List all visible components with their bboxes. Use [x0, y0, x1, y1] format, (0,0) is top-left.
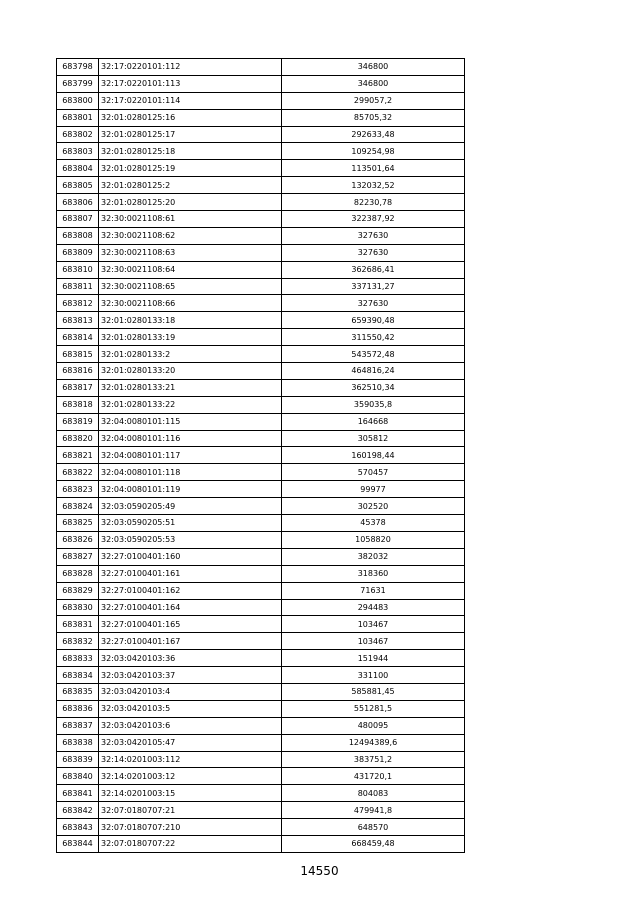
row-number-cell: 683820: [57, 430, 99, 447]
table-row: [57, 464, 465, 481]
row-number-cell: 683837: [57, 717, 99, 734]
value-cell: 103467: [282, 616, 465, 633]
row-number-cell: 683840: [57, 768, 99, 785]
row-number-cell: 683800: [57, 92, 99, 109]
row-number-cell: 683838: [57, 734, 99, 751]
row-number-cell: 683816: [57, 363, 99, 380]
row-number-cell: 683808: [57, 227, 99, 244]
row-number-cell: 683801: [57, 109, 99, 126]
cadastral-number-cell: 32:01:0280125:16: [99, 109, 282, 126]
row-number-cell: 683809: [57, 244, 99, 261]
value-cell: 103467: [282, 633, 465, 650]
row-number-cell: 683818: [57, 396, 99, 413]
table-row: [57, 346, 465, 363]
cadastral-number-cell: 32:30:0021108:62: [99, 227, 282, 244]
value-cell: 305812: [282, 430, 465, 447]
row-number-cell: 683815: [57, 346, 99, 363]
row-number-cell: 683814: [57, 329, 99, 346]
cadastral-number-cell: 32:01:0280133:2: [99, 346, 282, 363]
value-cell: 331100: [282, 667, 465, 684]
row-number-cell: 683832: [57, 633, 99, 650]
cadastral-number-cell: 32:27:0100401:164: [99, 599, 282, 616]
value-cell: 551281,5: [282, 700, 465, 717]
row-number-cell: 683811: [57, 278, 99, 295]
table-row: [57, 413, 465, 430]
row-number-cell: 683807: [57, 211, 99, 228]
table-row: [57, 447, 465, 464]
table-row: [57, 565, 465, 582]
value-cell: 480095: [282, 717, 465, 734]
row-number-cell: 683810: [57, 261, 99, 278]
value-cell: 292633,48: [282, 126, 465, 143]
cadastral-number-cell: 32:17:0220101:112: [99, 59, 282, 76]
value-cell: 659390,48: [282, 312, 465, 329]
value-cell: 12494389,6: [282, 734, 465, 751]
table-row: [57, 109, 465, 126]
value-cell: 327630: [282, 227, 465, 244]
row-number-cell: 683835: [57, 683, 99, 700]
table-row: [57, 430, 465, 447]
row-number-cell: 683841: [57, 785, 99, 802]
table-row: [57, 177, 465, 194]
table-row: [57, 650, 465, 667]
table-row: [57, 92, 465, 109]
table-row: [57, 515, 465, 532]
value-cell: 362510,34: [282, 379, 465, 396]
cadastral-value-table: [56, 58, 465, 853]
value-cell: 85705,32: [282, 109, 465, 126]
cadastral-number-cell: 32:01:0280125:2: [99, 177, 282, 194]
cadastral-number-cell: 32:30:0021108:61: [99, 211, 282, 228]
row-number-cell: 683817: [57, 379, 99, 396]
table-row: [57, 633, 465, 650]
row-number-cell: 683822: [57, 464, 99, 481]
value-cell: 164668: [282, 413, 465, 430]
row-number-cell: 683812: [57, 295, 99, 312]
cadastral-number-cell: 32:03:0590205:49: [99, 498, 282, 515]
table-row: [57, 802, 465, 819]
table-row: [57, 582, 465, 599]
row-number-cell: 683819: [57, 413, 99, 430]
cadastral-number-cell: 32:01:0280125:18: [99, 143, 282, 160]
row-number-cell: 683834: [57, 667, 99, 684]
row-number-cell: 683802: [57, 126, 99, 143]
value-cell: 1058820: [282, 531, 465, 548]
table-row: [57, 717, 465, 734]
row-number-cell: 683842: [57, 802, 99, 819]
cadastral-number-cell: 32:01:0280125:17: [99, 126, 282, 143]
cadastral-number-cell: 32:17:0220101:114: [99, 92, 282, 109]
table-row: [57, 599, 465, 616]
cadastral-number-cell: 32:27:0100401:167: [99, 633, 282, 650]
table-row: [57, 59, 465, 76]
table-row: [57, 498, 465, 515]
cadastral-number-cell: 32:01:0280133:20: [99, 363, 282, 380]
row-number-cell: 683821: [57, 447, 99, 464]
cadastral-number-cell: 32:04:0080101:119: [99, 481, 282, 498]
cadastral-number-cell: 32:14:0201003:112: [99, 751, 282, 768]
table-row: [57, 667, 465, 684]
table-row: [57, 819, 465, 836]
value-cell: 109254,98: [282, 143, 465, 160]
row-number-cell: 683828: [57, 565, 99, 582]
row-number-cell: 683798: [57, 59, 99, 76]
value-cell: 151944: [282, 650, 465, 667]
row-number-cell: 683843: [57, 819, 99, 836]
table-row: [57, 751, 465, 768]
cadastral-number-cell: 32:03:0420103:37: [99, 667, 282, 684]
row-number-cell: 683830: [57, 599, 99, 616]
table-row: [57, 244, 465, 261]
table-row: [57, 329, 465, 346]
cadastral-number-cell: 32:07:0180707:22: [99, 835, 282, 852]
table-row: [57, 363, 465, 380]
cadastral-number-cell: 32:01:0280133:22: [99, 396, 282, 413]
cadastral-number-cell: 32:27:0100401:165: [99, 616, 282, 633]
page-number: 14550: [300, 864, 339, 878]
row-number-cell: 683803: [57, 143, 99, 160]
table-row: [57, 768, 465, 785]
table-row: [57, 211, 465, 228]
row-number-cell: 683844: [57, 835, 99, 852]
cadastral-number-cell: 32:07:0180707:21: [99, 802, 282, 819]
cadastral-number-cell: 32:03:0420103:4: [99, 683, 282, 700]
value-cell: 327630: [282, 244, 465, 261]
table-row: [57, 194, 465, 211]
row-number-cell: 683836: [57, 700, 99, 717]
value-cell: 464816,24: [282, 363, 465, 380]
cadastral-number-cell: 32:03:0420103:5: [99, 700, 282, 717]
row-number-cell: 683831: [57, 616, 99, 633]
cadastral-number-cell: 32:01:0280133:21: [99, 379, 282, 396]
value-cell: 346800: [282, 59, 465, 76]
table-row: [57, 160, 465, 177]
cadastral-number-cell: 32:04:0080101:118: [99, 464, 282, 481]
value-cell: 299057,2: [282, 92, 465, 109]
cadastral-number-cell: 32:04:0080101:117: [99, 447, 282, 464]
cadastral-number-cell: 32:07:0180707:210: [99, 819, 282, 836]
cadastral-number-cell: 32:30:0021108:63: [99, 244, 282, 261]
cadastral-number-cell: 32:14:0201003:15: [99, 785, 282, 802]
table-row: [57, 379, 465, 396]
value-cell: 160198,44: [282, 447, 465, 464]
value-cell: 82230,78: [282, 194, 465, 211]
value-cell: 71631: [282, 582, 465, 599]
value-cell: 302520: [282, 498, 465, 515]
cadastral-number-cell: 32:14:0201003:12: [99, 768, 282, 785]
row-number-cell: 683824: [57, 498, 99, 515]
table-row: [57, 683, 465, 700]
value-cell: 359035,8: [282, 396, 465, 413]
value-cell: 322387,92: [282, 211, 465, 228]
table-row: [57, 261, 465, 278]
cadastral-number-cell: 32:03:0590205:53: [99, 531, 282, 548]
value-cell: 132032,52: [282, 177, 465, 194]
value-cell: 543572,48: [282, 346, 465, 363]
value-cell: 346800: [282, 75, 465, 92]
table-row: [57, 295, 465, 312]
cadastral-number-cell: 32:30:0021108:66: [99, 295, 282, 312]
value-cell: 431720,1: [282, 768, 465, 785]
value-cell: 383751,2: [282, 751, 465, 768]
value-cell: 99977: [282, 481, 465, 498]
row-number-cell: 683823: [57, 481, 99, 498]
cadastral-number-cell: 32:04:0080101:115: [99, 413, 282, 430]
cadastral-number-cell: 32:30:0021108:65: [99, 278, 282, 295]
table-row: [57, 531, 465, 548]
row-number-cell: 683813: [57, 312, 99, 329]
cadastral-number-cell: 32:01:0280125:20: [99, 194, 282, 211]
table-row: [57, 126, 465, 143]
value-cell: 585881,45: [282, 683, 465, 700]
row-number-cell: 683804: [57, 160, 99, 177]
value-cell: 668459,48: [282, 835, 465, 852]
table-row: [57, 143, 465, 160]
value-cell: 382032: [282, 548, 465, 565]
cadastral-number-cell: 32:17:0220101:113: [99, 75, 282, 92]
table-row: [57, 481, 465, 498]
table-row: [57, 396, 465, 413]
table-row: [57, 548, 465, 565]
value-cell: 804083: [282, 785, 465, 802]
value-cell: 294483: [282, 599, 465, 616]
row-number-cell: 683839: [57, 751, 99, 768]
value-cell: 362686,41: [282, 261, 465, 278]
table-row: [57, 734, 465, 751]
cadastral-number-cell: 32:03:0420103:36: [99, 650, 282, 667]
value-cell: 337131,27: [282, 278, 465, 295]
row-number-cell: 683825: [57, 515, 99, 532]
table-row: [57, 835, 465, 852]
cadastral-number-cell: 32:03:0420105:47: [99, 734, 282, 751]
row-number-cell: 683805: [57, 177, 99, 194]
value-cell: 113501,64: [282, 160, 465, 177]
value-cell: 318360: [282, 565, 465, 582]
cadastral-number-cell: 32:27:0100401:162: [99, 582, 282, 599]
table-row: [57, 785, 465, 802]
row-number-cell: 683826: [57, 531, 99, 548]
cadastral-number-cell: 32:03:0590205:51: [99, 515, 282, 532]
table-row: [57, 227, 465, 244]
cadastral-number-cell: 32:30:0021108:64: [99, 261, 282, 278]
table-row: [57, 75, 465, 92]
table-body: [57, 59, 465, 853]
cadastral-number-cell: 32:03:0420103:6: [99, 717, 282, 734]
cadastral-number-cell: 32:27:0100401:160: [99, 548, 282, 565]
value-cell: 570457: [282, 464, 465, 481]
cadastral-number-cell: 32:27:0100401:161: [99, 565, 282, 582]
value-cell: 45378: [282, 515, 465, 532]
cadastral-number-cell: 32:01:0280133:19: [99, 329, 282, 346]
cadastral-number-cell: 32:04:0080101:116: [99, 430, 282, 447]
table-row: [57, 278, 465, 295]
value-cell: 648570: [282, 819, 465, 836]
value-cell: 479941,8: [282, 802, 465, 819]
table-row: [57, 616, 465, 633]
value-cell: 311550,42: [282, 329, 465, 346]
row-number-cell: 683806: [57, 194, 99, 211]
table-row: [57, 700, 465, 717]
cadastral-number-cell: 32:01:0280133:18: [99, 312, 282, 329]
row-number-cell: 683799: [57, 75, 99, 92]
cadastral-number-cell: 32:01:0280125:19: [99, 160, 282, 177]
value-cell: 327630: [282, 295, 465, 312]
row-number-cell: 683829: [57, 582, 99, 599]
table-row: [57, 312, 465, 329]
row-number-cell: 683827: [57, 548, 99, 565]
row-number-cell: 683833: [57, 650, 99, 667]
